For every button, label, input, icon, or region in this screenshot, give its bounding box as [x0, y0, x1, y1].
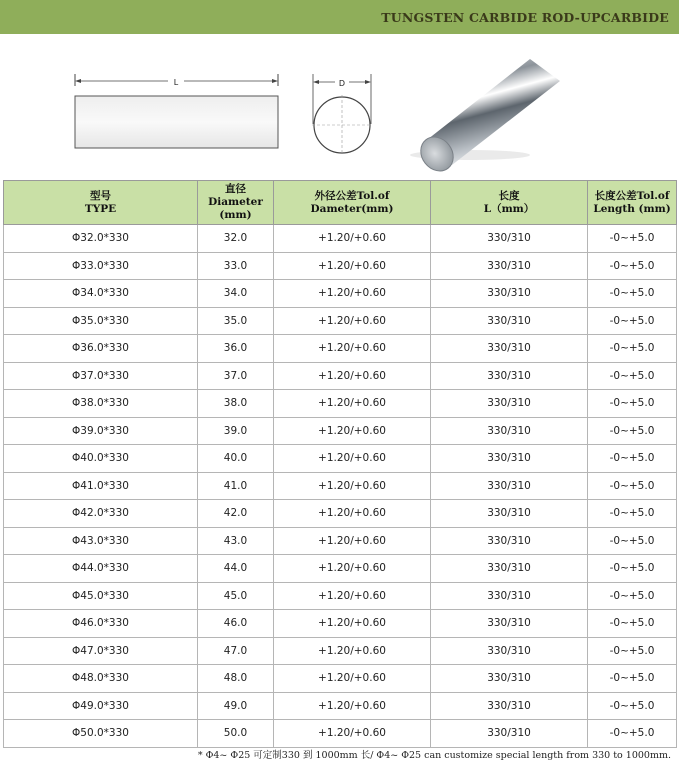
table-row [4, 692, 677, 720]
cell-length-tolerance: -0~+5.0 [588, 417, 677, 445]
table-body [4, 225, 677, 748]
cell-length: 330/310 [431, 582, 588, 610]
table-row [4, 582, 677, 610]
footnote: * Φ4~ Φ25 可定制330 到 1000mm 长/ Φ4~ Φ25 can customize special length from 330 to 1000mm. [197, 750, 671, 761]
header-diameter-tolerance: 外径公差Tol.of Dameter(mm) [274, 181, 431, 225]
cell-diameter: 47.0 [198, 637, 274, 665]
cell-diameter-tolerance: +1.20/+0.60 [274, 610, 431, 638]
cell-length-tolerance: -0~+5.0 [588, 252, 677, 280]
cell-length: 330/310 [431, 390, 588, 418]
cell-diameter-tolerance: +1.20/+0.60 [274, 500, 431, 528]
cell-length-tolerance: -0~+5.0 [588, 610, 677, 638]
cell-diameter-tolerance: +1.20/+0.60 [274, 527, 431, 555]
header-type: 型号 TYPE [4, 181, 198, 225]
cell-diameter: 46.0 [198, 610, 274, 638]
cell-length-tolerance: -0~+5.0 [588, 500, 677, 528]
cell-diameter: 33.0 [198, 252, 274, 280]
table-row [4, 390, 677, 418]
cell-length-tolerance: -0~+5.0 [588, 280, 677, 308]
cell-length: 330/310 [431, 225, 588, 253]
cell-diameter: 34.0 [198, 280, 274, 308]
cell-length-tolerance: -0~+5.0 [588, 665, 677, 693]
table-header-row [4, 181, 677, 225]
table-row [4, 527, 677, 555]
table-row [4, 665, 677, 693]
length-label: L [173, 78, 179, 87]
cell-length-tolerance: -0~+5.0 [588, 225, 677, 253]
rod-diagrams [0, 34, 679, 179]
cell-type: Φ38.0*330 [4, 390, 198, 418]
cell-diameter-tolerance: +1.20/+0.60 [274, 362, 431, 390]
cell-diameter: 40.0 [198, 445, 274, 473]
table-row [4, 280, 677, 308]
table-row [4, 610, 677, 638]
cell-type: Φ49.0*330 [4, 692, 198, 720]
cell-diameter-tolerance: +1.20/+0.60 [274, 307, 431, 335]
cell-type: Φ47.0*330 [4, 637, 198, 665]
cell-diameter: 45.0 [198, 582, 274, 610]
cell-type: Φ32.0*330 [4, 225, 198, 253]
cell-length-tolerance: -0~+5.0 [588, 720, 677, 748]
cell-length: 330/310 [431, 335, 588, 363]
cell-diameter: 50.0 [198, 720, 274, 748]
table-row [4, 637, 677, 665]
cell-diameter-tolerance: +1.20/+0.60 [274, 445, 431, 473]
cell-type: Φ50.0*330 [4, 720, 198, 748]
table-row [4, 362, 677, 390]
cell-length: 330/310 [431, 362, 588, 390]
table-row [4, 720, 677, 748]
cell-length-tolerance: -0~+5.0 [588, 692, 677, 720]
cell-length-tolerance: -0~+5.0 [588, 555, 677, 583]
rod-photo [410, 47, 568, 178]
cell-diameter-tolerance: +1.20/+0.60 [274, 472, 431, 500]
cell-type: Φ37.0*330 [4, 362, 198, 390]
cell-length: 330/310 [431, 472, 588, 500]
cell-diameter-tolerance: +1.20/+0.60 [274, 555, 431, 583]
cell-diameter: 48.0 [198, 665, 274, 693]
cell-diameter: 49.0 [198, 692, 274, 720]
cell-type: Φ35.0*330 [4, 307, 198, 335]
cell-type: Φ44.0*330 [4, 555, 198, 583]
cell-length: 330/310 [431, 692, 588, 720]
cell-type: Φ36.0*330 [4, 335, 198, 363]
table-row [4, 555, 677, 583]
cell-length-tolerance: -0~+5.0 [588, 637, 677, 665]
cell-diameter: 41.0 [198, 472, 274, 500]
cell-length-tolerance: -0~+5.0 [588, 390, 677, 418]
table-row [4, 307, 677, 335]
table-row [4, 225, 677, 253]
table-row [4, 417, 677, 445]
cell-type: Φ40.0*330 [4, 445, 198, 473]
cell-diameter-tolerance: +1.20/+0.60 [274, 225, 431, 253]
table-row [4, 335, 677, 363]
cell-diameter-tolerance: +1.20/+0.60 [274, 692, 431, 720]
cell-diameter: 37.0 [198, 362, 274, 390]
cell-length: 330/310 [431, 445, 588, 473]
cell-type: Φ34.0*330 [4, 280, 198, 308]
cell-length: 330/310 [431, 610, 588, 638]
cell-type: Φ45.0*330 [4, 582, 198, 610]
cell-diameter-tolerance: +1.20/+0.60 [274, 252, 431, 280]
cell-diameter-tolerance: +1.20/+0.60 [274, 637, 431, 665]
table-row [4, 472, 677, 500]
cell-length: 330/310 [431, 500, 588, 528]
table-row [4, 500, 677, 528]
cell-diameter: 43.0 [198, 527, 274, 555]
cell-diameter-tolerance: +1.20/+0.60 [274, 280, 431, 308]
header-length-tolerance: 长度公差Tol.of Length (mm) [588, 181, 677, 225]
cell-diameter-tolerance: +1.20/+0.60 [274, 720, 431, 748]
cell-diameter: 35.0 [198, 307, 274, 335]
cell-length-tolerance: -0~+5.0 [588, 307, 677, 335]
cell-length: 330/310 [431, 280, 588, 308]
header-length: 长度 L（mm） [431, 181, 588, 225]
cell-type: Φ39.0*330 [4, 417, 198, 445]
cell-diameter-tolerance: +1.20/+0.60 [274, 390, 431, 418]
cell-length: 330/310 [431, 720, 588, 748]
spec-table [3, 180, 677, 748]
cell-diameter: 32.0 [198, 225, 274, 253]
cell-diameter: 44.0 [198, 555, 274, 583]
cell-length: 330/310 [431, 417, 588, 445]
cell-length: 330/310 [431, 555, 588, 583]
cell-type: Φ46.0*330 [4, 610, 198, 638]
cell-length-tolerance: -0~+5.0 [588, 527, 677, 555]
cell-length-tolerance: -0~+5.0 [588, 335, 677, 363]
cell-type: Φ42.0*330 [4, 500, 198, 528]
cell-diameter-tolerance: +1.20/+0.60 [274, 582, 431, 610]
cell-length-tolerance: -0~+5.0 [588, 362, 677, 390]
cell-length: 330/310 [431, 637, 588, 665]
table-row [4, 252, 677, 280]
cell-length: 330/310 [431, 665, 588, 693]
cell-diameter: 36.0 [198, 335, 274, 363]
cell-type: Φ48.0*330 [4, 665, 198, 693]
header-diameter: 直径 Diameter (mm) [198, 181, 274, 225]
table-row [4, 445, 677, 473]
cell-type: Φ41.0*330 [4, 472, 198, 500]
cell-diameter-tolerance: +1.20/+0.60 [274, 665, 431, 693]
cell-length: 330/310 [431, 307, 588, 335]
cell-length-tolerance: -0~+5.0 [588, 582, 677, 610]
cell-length: 330/310 [431, 527, 588, 555]
title-banner [0, 0, 679, 34]
cell-length-tolerance: -0~+5.0 [588, 445, 677, 473]
diameter-label: D [338, 79, 346, 88]
cell-type: Φ43.0*330 [4, 527, 198, 555]
cell-length: 330/310 [431, 252, 588, 280]
cell-diameter-tolerance: +1.20/+0.60 [274, 417, 431, 445]
cell-type: Φ33.0*330 [4, 252, 198, 280]
cell-diameter: 39.0 [198, 417, 274, 445]
cell-diameter: 38.0 [198, 390, 274, 418]
cell-length-tolerance: -0~+5.0 [588, 472, 677, 500]
page-title: TUNGSTEN CARBIDE ROD-UPCARBIDE [381, 10, 669, 25]
cell-diameter: 42.0 [198, 500, 274, 528]
cell-diameter-tolerance: +1.20/+0.60 [274, 335, 431, 363]
